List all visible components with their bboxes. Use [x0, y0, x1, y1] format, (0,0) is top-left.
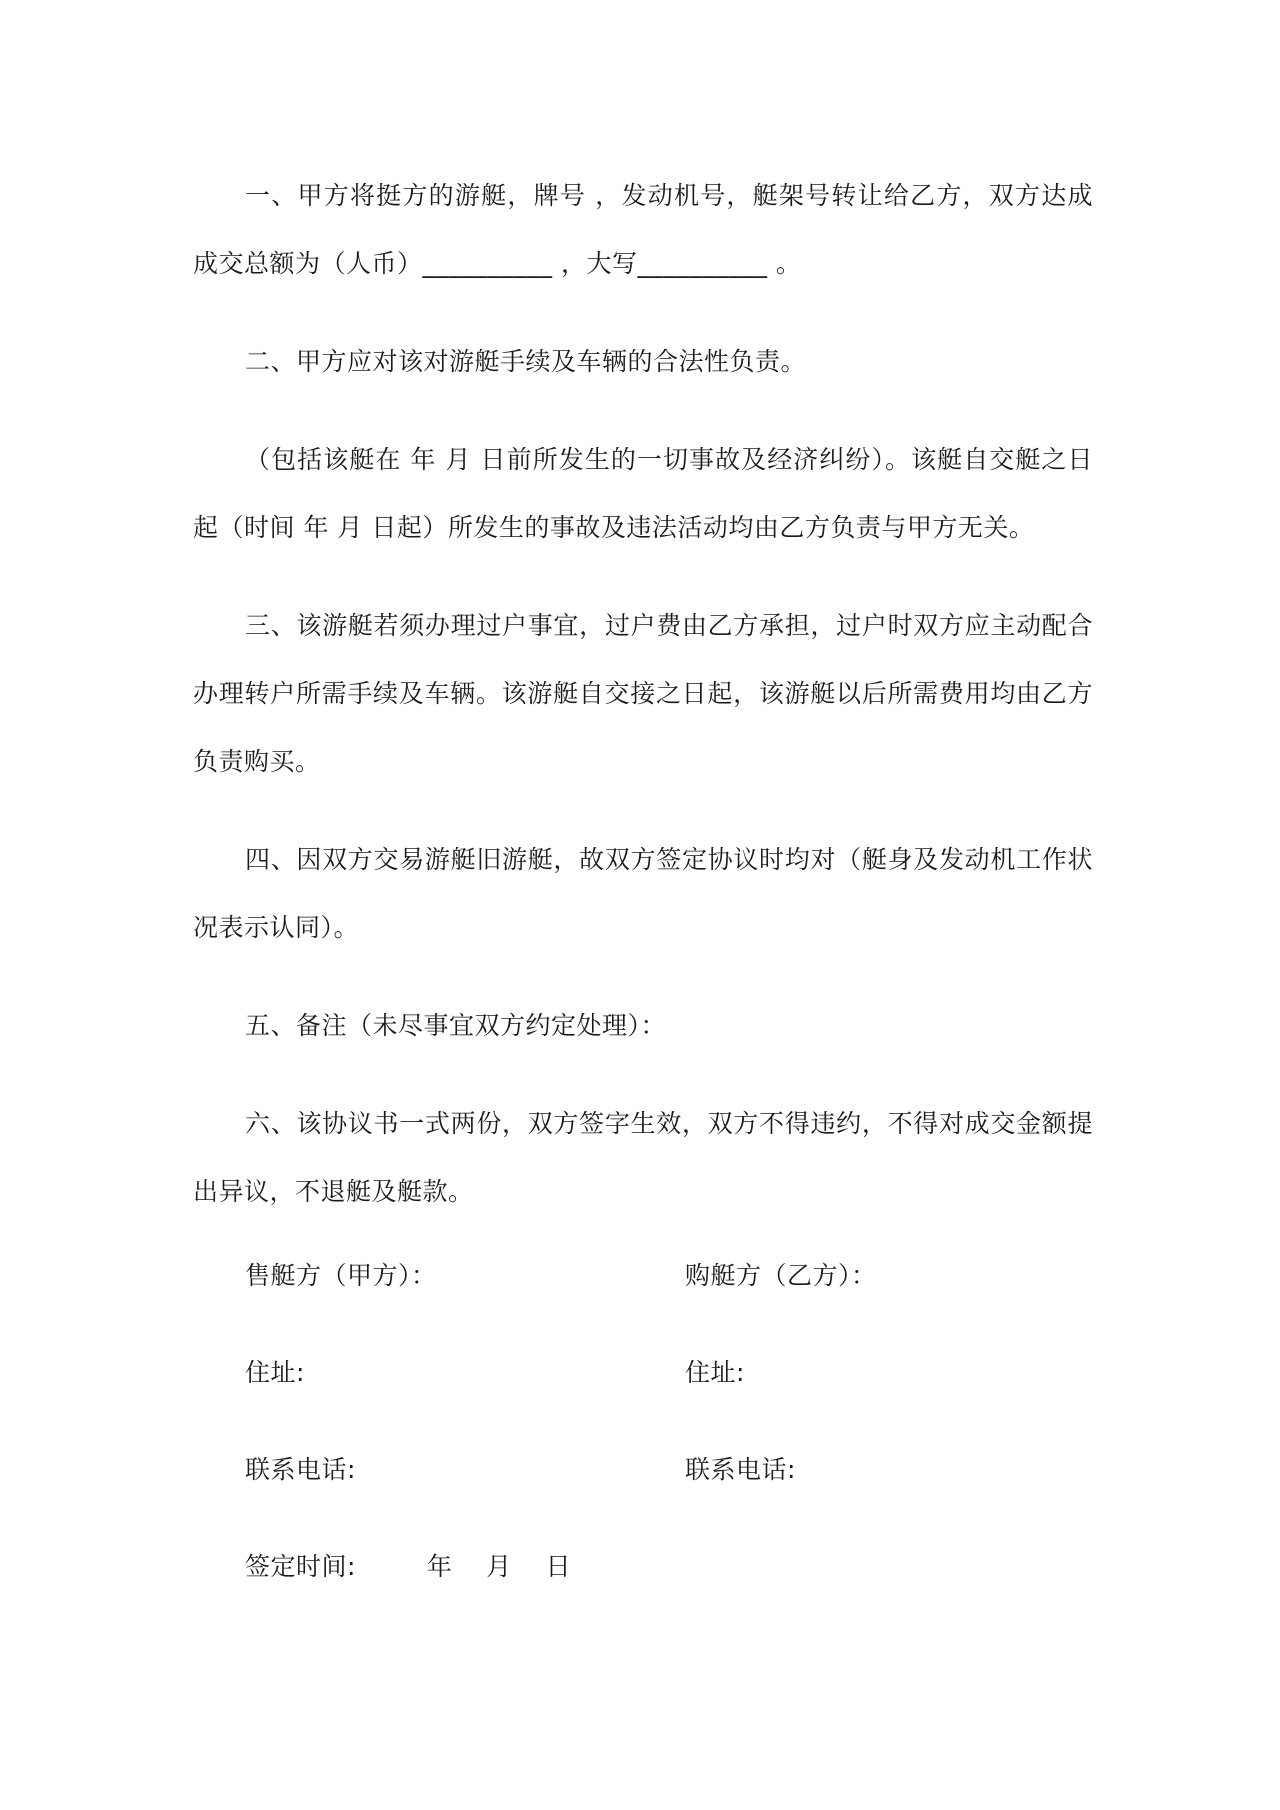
- phone-row: [245, 1450, 1105, 1490]
- date-value: 年 月 日: [427, 1552, 572, 1581]
- seller-phone-label: 联系电话:: [245, 1455, 356, 1484]
- contract-body: [193, 162, 1093, 1226]
- date-row: [245, 1547, 1105, 1587]
- clause-3: 三、该游艇若须办理过户事宜，过户费由乙方承担，过户时双方应主动配合办理转户所需手续及车辆。该游艇自交接之日起，该游艇以后所需费用均由乙方负责购买。: [193, 611, 1093, 776]
- clause-2: 二、甲方应对该对游艇手续及车辆的合法性负责。: [245, 347, 807, 376]
- clause-2-detail: （包括该艇在 年 月 日前所发生的一切事故及经济纠纷）。该艇自交艇之日起（时间 年 月 日起）所发生的事故及违法活动均由乙方负责与甲方无关。: [193, 445, 1093, 542]
- clause-1: 一、甲方将挺方的游艇，牌号 ，发动机号，艇架号转让给乙方，双方达成成交总额为（人币）__________ ，大写__________ 。: [193, 181, 1093, 278]
- date-label: 签定时间:: [245, 1552, 356, 1581]
- seller-label: 售艇方（甲方）：: [245, 1261, 437, 1290]
- clause-6: 六、该协议书一式两份，双方签字生效，双方不得违约，不得对成交金额提出异议，不退艇及艇款。: [193, 1109, 1093, 1206]
- clause-5: 五、备注（未尽事宜双方约定处理）：: [245, 1011, 667, 1040]
- party-row: [245, 1256, 1105, 1296]
- buyer-address-label: 住址:: [685, 1358, 745, 1387]
- seller-address-label: 住址:: [245, 1358, 305, 1387]
- buyer-label: 购艇方（乙方）：: [685, 1261, 877, 1290]
- address-row: [245, 1353, 1105, 1393]
- clause-4: 四、因双方交易游艇旧游艇，故双方签定协议时均对（艇身及发动机工作状况表示认同）。: [193, 845, 1093, 942]
- buyer-phone-label: 联系电话:: [685, 1455, 796, 1484]
